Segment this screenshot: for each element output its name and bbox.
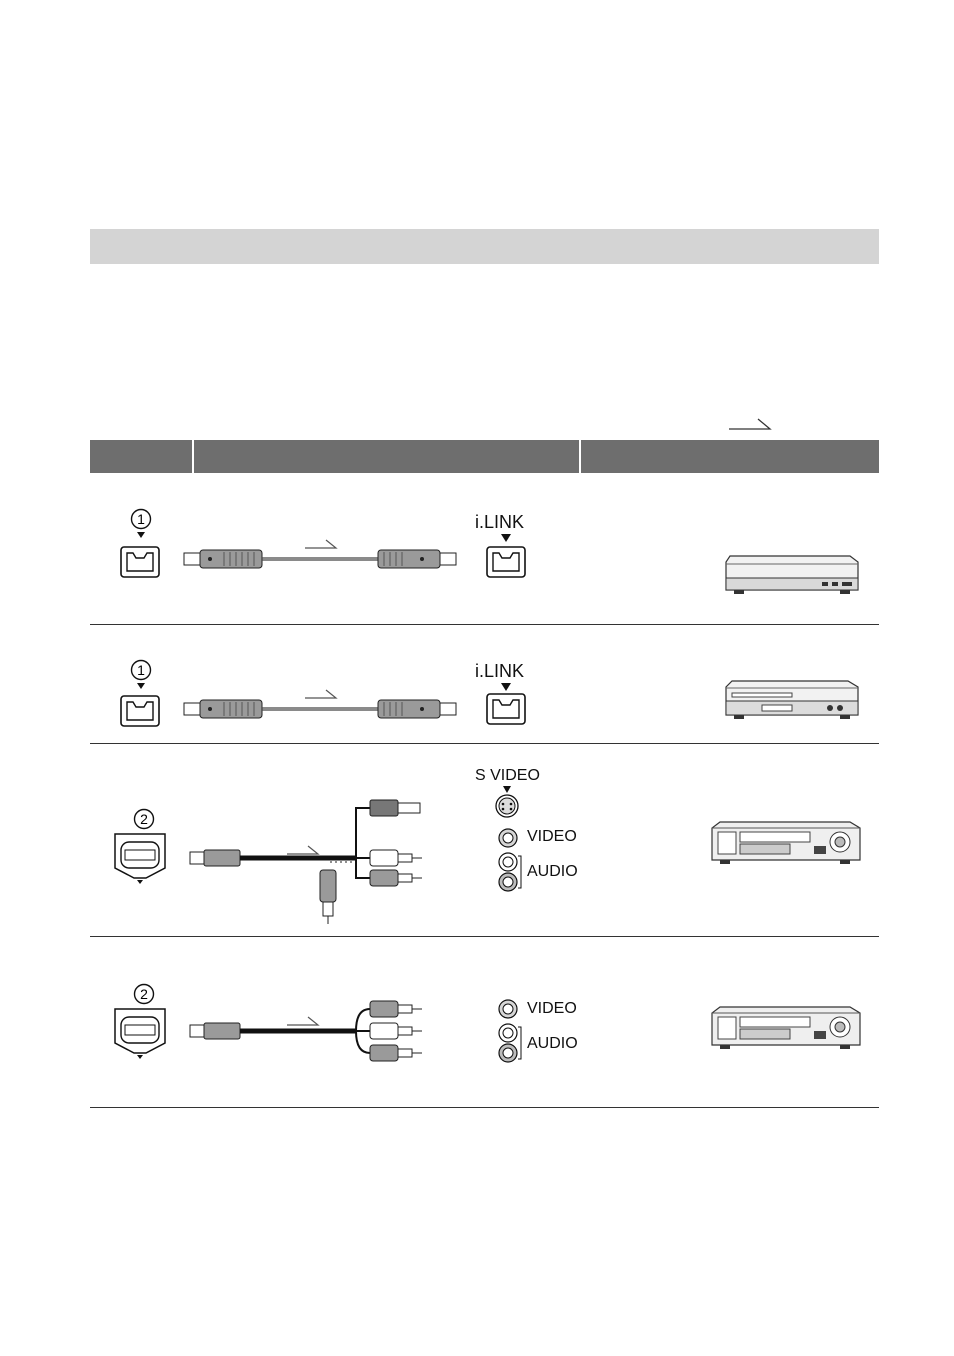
svg-text:1: 1	[137, 662, 145, 678]
ilink-jack-icon	[120, 695, 160, 727]
table-row	[90, 937, 879, 1107]
audio-jack-label: AUDIO	[527, 863, 578, 880]
av-connecting-cable-icon	[190, 794, 430, 926]
audio-jacks-icon	[498, 1023, 524, 1063]
svg-text:1: 1	[137, 511, 145, 527]
signal-flow-arrow-icon	[728, 417, 772, 431]
connection-table-header	[90, 440, 879, 473]
signal-flow-arrow-icon	[304, 688, 338, 700]
signal-flow-arrow-icon	[286, 844, 320, 856]
jack-number-badge	[133, 983, 155, 1005]
table-row	[90, 744, 879, 936]
table-row	[90, 625, 879, 743]
pointer-triangle-icon	[501, 534, 511, 542]
header-cell-cable	[194, 440, 579, 473]
av-connecting-cable-icon	[190, 1001, 430, 1065]
header-cell-device	[581, 440, 879, 473]
device-port-label: i.LINK	[475, 661, 525, 681]
pointer-triangle-icon	[503, 786, 511, 793]
device-ilink-jack-icon	[486, 693, 526, 725]
dvd-recorder-icon	[722, 679, 862, 721]
table-row	[90, 474, 879, 624]
svg-text:2: 2	[140, 811, 148, 827]
av-remote-jack-icon	[112, 1007, 168, 1059]
row-divider	[90, 1107, 879, 1108]
video-jack-label: VIDEO	[527, 828, 577, 845]
vcr-icon	[710, 1005, 862, 1053]
audio-jacks-icon	[498, 852, 524, 892]
audio-jack-label: AUDIO	[527, 1035, 578, 1052]
ilink-cable-icon	[184, 548, 456, 570]
pointer-triangle-icon	[501, 683, 511, 691]
device-ilink-jack-icon	[486, 546, 526, 578]
av-remote-jack-icon	[112, 832, 168, 884]
dvd-recorder-icon	[722, 554, 862, 598]
signal-flow-arrow-icon	[286, 1015, 320, 1027]
vcr-icon	[710, 820, 862, 868]
ilink-cable-icon	[184, 698, 456, 720]
video-jack-label: VIDEO	[527, 1000, 577, 1017]
svg-text:2: 2	[140, 986, 148, 1002]
device-port-label: i.LINK	[475, 512, 525, 532]
ilink-jack-icon	[120, 546, 160, 578]
header-cell-jack	[90, 440, 192, 473]
section-heading-bar	[90, 229, 879, 264]
s-video-jack-label: S VIDEO	[475, 767, 540, 784]
jack-number-badge	[130, 659, 152, 691]
video-jack-icon	[498, 828, 518, 848]
jack-number-badge	[130, 508, 152, 540]
jack-number-badge	[133, 808, 155, 830]
video-jack-icon	[498, 999, 518, 1019]
signal-flow-arrow-icon	[304, 538, 338, 550]
s-video-jack-icon	[495, 794, 519, 818]
